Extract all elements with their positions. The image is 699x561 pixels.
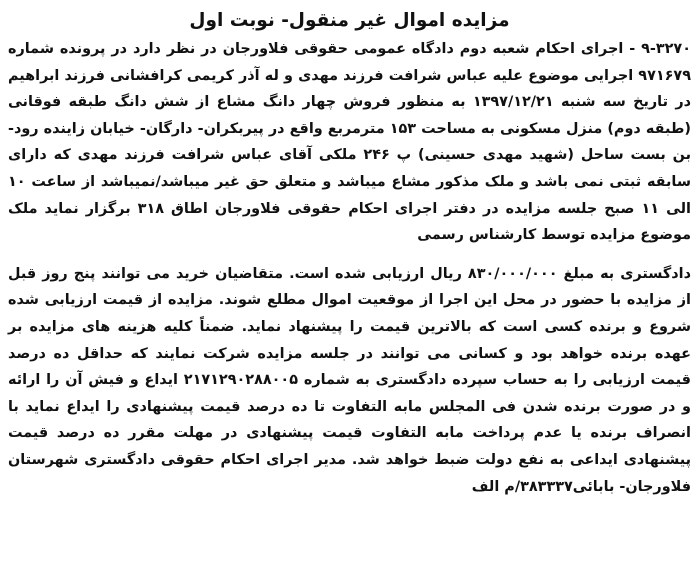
notice-title: مزایده اموال غیر منقول- نوبت اول bbox=[189, 10, 510, 31]
notice-paragraph-1: ۹-۳۲۷۰ - اجرای احکام شعبه دوم دادگاه عمومی حقوقی فلاورجان در نظر دارد در پرونده شماره ۹۷۱۶۷۹ اجرایی موضوع علیه عباس شرافت فرزند مهدی و له آذر کریمی کرافشانی فرزند ابراهیم در تاریخ سه شنبه ۱۳۹۷/۱۲/۲۱ به منظور فروش چهار دانگ مشاع از شش دانگ طبقه فوقانی (طبقه دوم) منزل مسکونی به مساحت ۱۵۳ مترمربع واقع در پیربکران- دارگان- خیابان زاینده رود- بن بست ساحل (شهید مهدی حسینی) پ ۲۴۶ ملکی آقای عباس شرافت فرزند مهدی که دارای سابقه ثبتی نمی باشد و ملک مذکور مشاع میباشد و متعلق حق غیر میباشد/نمیباشد از ساعت ۱۰ الی ۱۱ صبح جلسه مزایده در دفتر اجرای احکام حقوقی فلاورجان اطاق ۳۱۸ برگزار نماید ملک موضوع مزایده توسط کارشناس رسمی bbox=[8, 41, 691, 244]
notice-paragraph-2: دادگستری به مبلغ ۸۳۰/۰۰۰/۰۰۰ ریال ارزیابی شده است. متقاضیان خرید می توانند پنج روز قبل از مزایده با حضور در محل این اجرا از موقعیت اموال مطلع شوند. مزایده از قیمت ارزیابی شده شروع و برنده کسی است که بالاترین قیمت را پیشنهاد نماید. ضمناً کلیه هزینه های مزایده بر عهده برنده خواهد بود و کسانی می توانند در جلسه مزایده شرکت نمایند که حداقل ده درصد قیمت ارزیابی را به حساب سپرده دادگستری به شماره ۲۱۷۱۲۹۰۲۸۸۰۰۵ ایداع و فیش آن را ارائه و در صورت برنده شدن فی المجلس مابه التفاوت تا ده درصد قیمت پیشنهادی را ایداع نماید با انصراف برنده یا عدم پرداخت مابه التفاوت قیمت پیشنهادی در مهلت مقرر ده درصد قیمت پیشنهادی ایداعی به نفع دولت ضبط خواهد شد. مدیر اجرای احکام حقوقی دادگستری شهرستان فلاورجان- بابائی۳۸۳۳۳۷/م الف bbox=[8, 265, 691, 495]
